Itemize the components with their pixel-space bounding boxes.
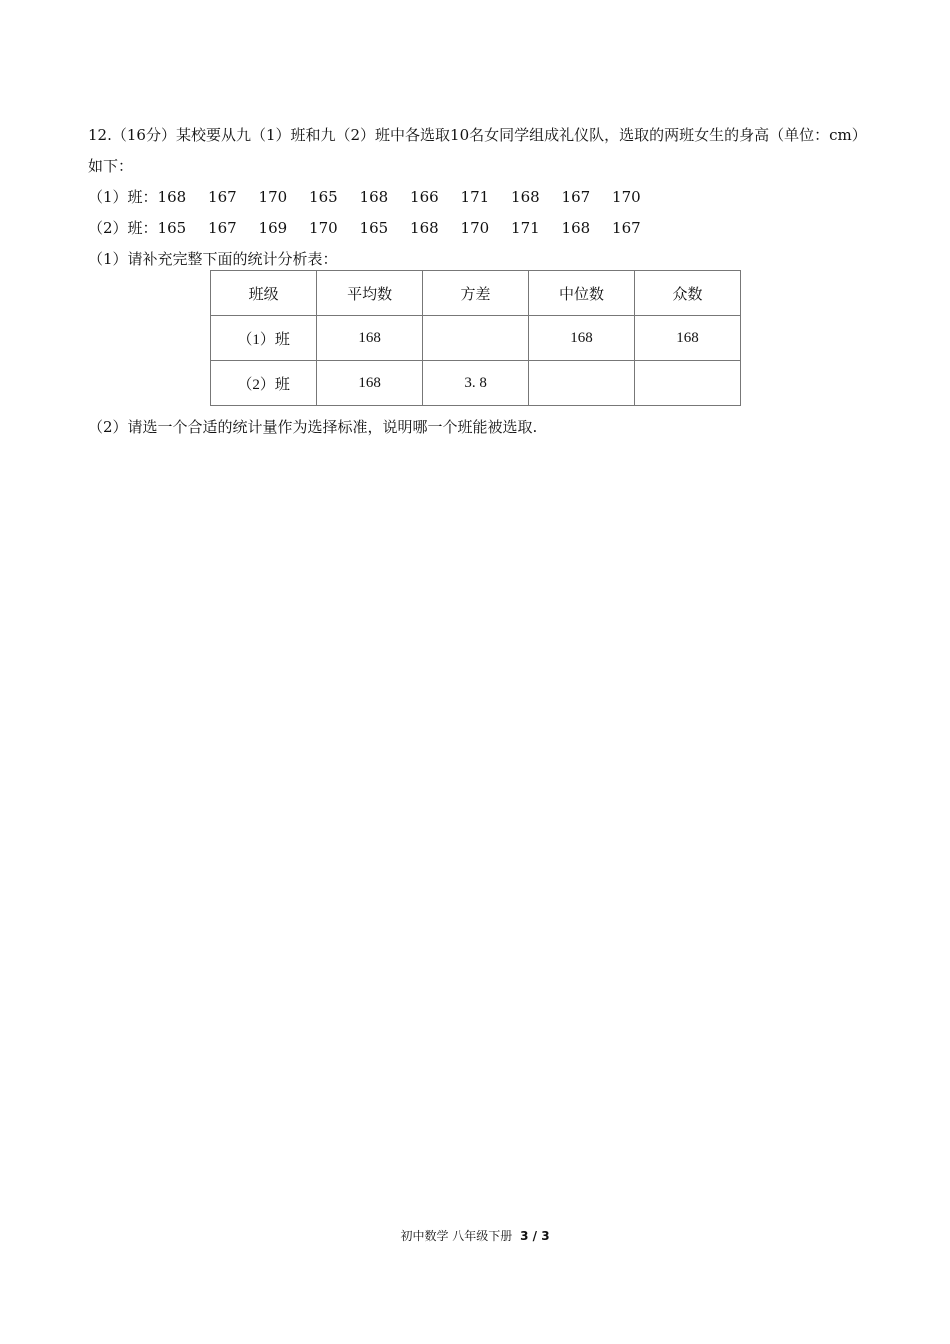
class2-value: 168 xyxy=(410,219,439,237)
class1-value: 167 xyxy=(208,188,237,206)
class2-value: 167 xyxy=(612,219,641,237)
table-row xyxy=(211,361,741,406)
class2-value: 170 xyxy=(460,219,490,237)
part1-instruction: （1）请补充完整下面的统计分析表： xyxy=(88,250,338,268)
class1-value: 170 xyxy=(612,188,641,206)
table-cell-blank xyxy=(529,361,635,406)
table-cell-blank xyxy=(423,316,529,361)
class1-value: 171 xyxy=(460,188,490,206)
class2-value: 169 xyxy=(258,219,288,237)
class1-value: 170 xyxy=(258,188,288,206)
footer-text: 初中数学 八年级下册 xyxy=(400,1229,513,1243)
table-cell: 168 xyxy=(317,316,423,361)
class1-value: 167 xyxy=(561,188,591,206)
part2-instruction: （2）请选一个合适的统计量作为选择标准，说明哪一个班能被选取. xyxy=(88,418,538,436)
class2-value: 165 xyxy=(157,219,187,237)
table-cell: 168 xyxy=(634,316,740,361)
problem-12 xyxy=(88,120,868,275)
header-cell-mean: 平均数 xyxy=(317,271,423,316)
table-cell-blank xyxy=(634,361,740,406)
class2-value: 171 xyxy=(511,219,540,237)
class1-value: 168 xyxy=(359,188,389,206)
table-cell: 168 xyxy=(317,361,423,406)
class2-label: （2）班： xyxy=(88,219,158,237)
class1-label: （1）班： xyxy=(88,188,158,206)
class1-heights-row xyxy=(88,182,868,213)
page-footer xyxy=(0,1227,950,1244)
table-cell: （1）班 xyxy=(211,316,317,361)
table-header-row xyxy=(211,271,741,316)
header-cell-variance: 方差 xyxy=(423,271,529,316)
table-cell: 168 xyxy=(529,316,635,361)
header-cell-median: 中位数 xyxy=(529,271,635,316)
class2-value: 170 xyxy=(309,219,338,237)
page-number: 3 / 3 xyxy=(520,1229,550,1243)
class1-value: 165 xyxy=(309,188,338,206)
class1-values xyxy=(158,182,663,213)
class2-value: 165 xyxy=(359,219,389,237)
class2-value: 168 xyxy=(561,219,591,237)
table-row xyxy=(211,316,741,361)
class2-values xyxy=(158,213,663,244)
table-cell: 3. 8 xyxy=(423,361,529,406)
class2-value: 167 xyxy=(208,219,237,237)
class1-value: 168 xyxy=(157,188,187,206)
class1-value: 166 xyxy=(410,188,439,206)
problem-intro: 12.（16分）某校要从九（1）班和九（2）班中各选取10名女同学组成礼仪队，选取的两班女生的身高（单位：cm）如下： xyxy=(88,126,867,175)
header-cell-mode: 众数 xyxy=(634,271,740,316)
statistics-table xyxy=(210,270,741,406)
table-cell: （2）班 xyxy=(211,361,317,406)
header-cell-class: 班级 xyxy=(211,271,317,316)
class2-heights-row xyxy=(88,213,868,244)
class1-value: 168 xyxy=(511,188,540,206)
